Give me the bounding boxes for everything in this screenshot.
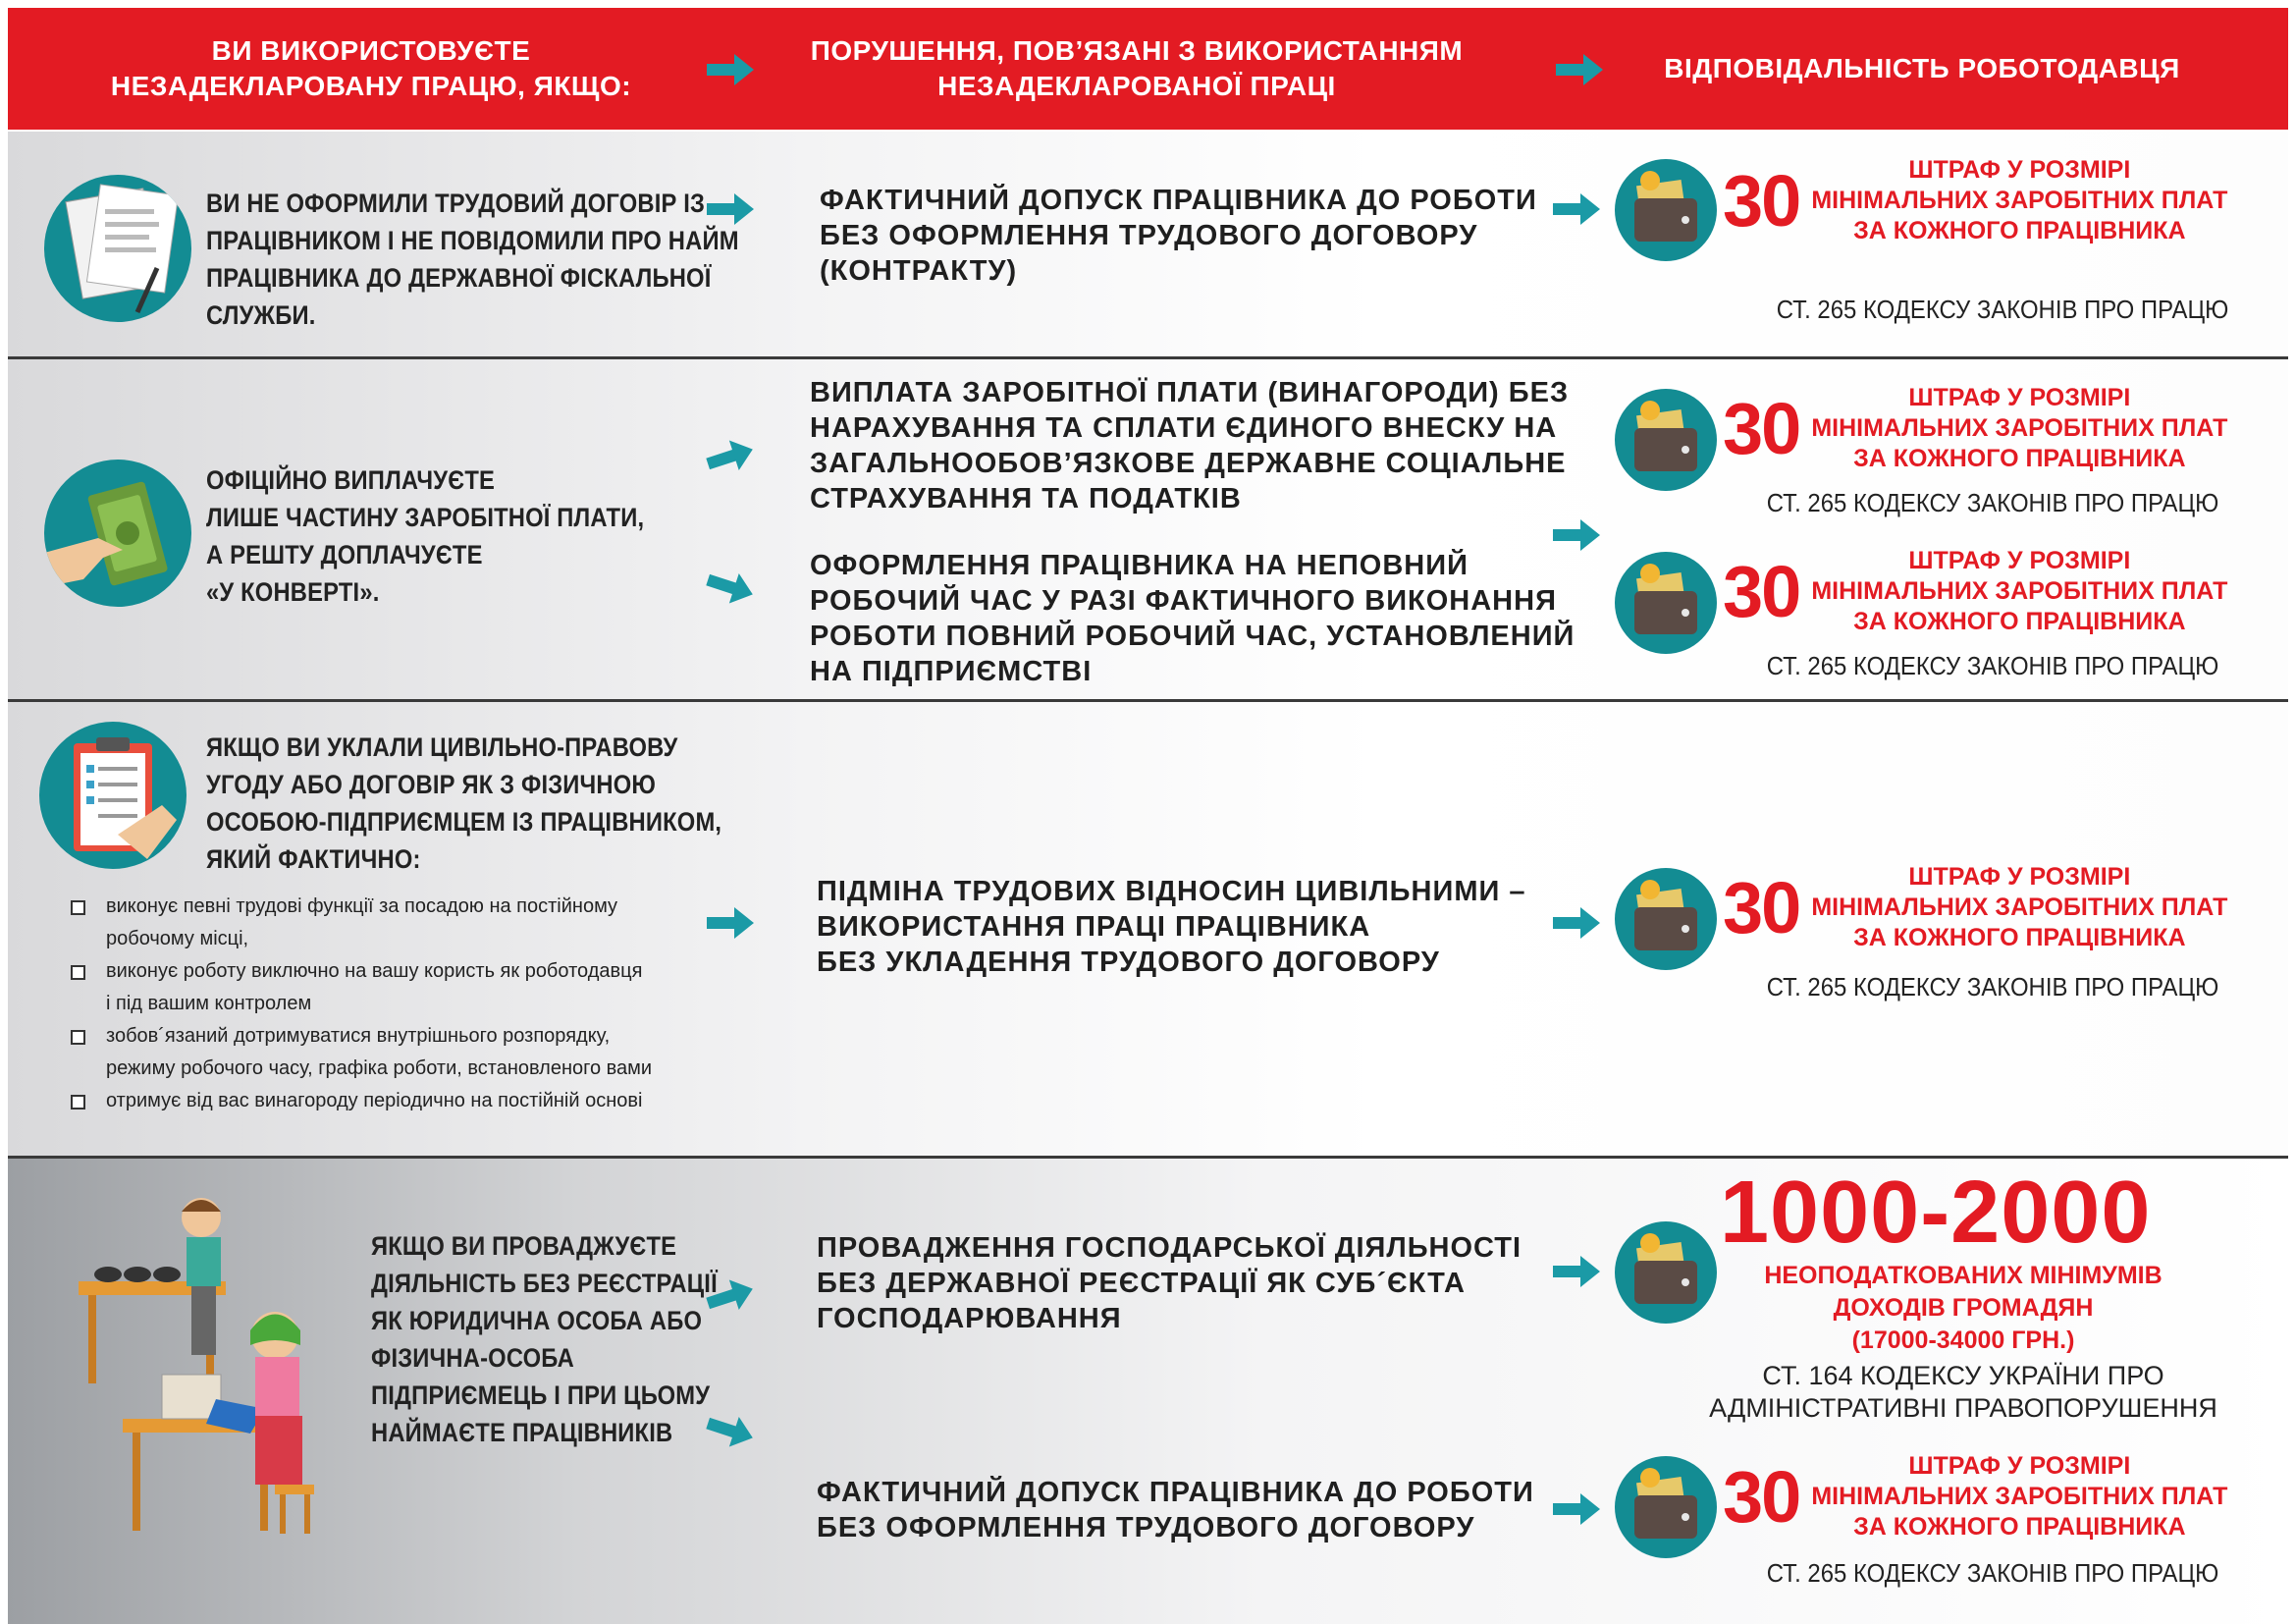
- row1-condition: [206, 185, 739, 334]
- header-col2-line1: ПОРУШЕННЯ, ПОВ’ЯЗАНІ З ВИКОРИСТАННЯМ: [810, 35, 1464, 66]
- money-hand-icon: [44, 460, 191, 607]
- fine-number: 30: [1723, 159, 1800, 242]
- arrow-right-icon: [1551, 192, 1602, 226]
- arrow-right-icon: [705, 192, 756, 226]
- condition-line: ЯКЩО ВИ УКЛАЛИ ЦИВІЛЬНО-ПРАВОВУ: [206, 732, 678, 762]
- fine-text: [1811, 155, 2227, 246]
- checklist-line: робочому місці,: [106, 928, 249, 949]
- checklist-item: [71, 1085, 652, 1117]
- condition-line: ФІЗИЧНА-ОСОБА: [371, 1343, 574, 1373]
- condition-line: ОСОБОЮ-ПІДПРИЄМЦЕМ ІЗ ПРАЦІВНИКОМ,: [206, 807, 722, 837]
- arrow-right-icon: [705, 906, 756, 940]
- big-fine-citation: [1698, 1360, 2228, 1425]
- row3-checklist: [71, 891, 652, 1117]
- header-bar: [8, 8, 2288, 130]
- header-col1-line2: НЕЗАДЕКЛАРОВАНУ ПРАЦЮ, ЯКЩО:: [110, 71, 632, 101]
- fine-line: ШТРАФ У РОЗМІРІ: [1908, 156, 2131, 184]
- row2-condition: [206, 461, 644, 611]
- fine-amount-range: 1000-2000: [1720, 1164, 2152, 1262]
- citation-line: АДМІНІСТРАТИВНІ ПРАВОПОРУШЕННЯ: [1709, 1393, 2217, 1423]
- row2-violation-b: [810, 548, 1575, 689]
- arrow-up-right-icon: [705, 1276, 756, 1316]
- fine-line: ШТРАФ У РОЗМІРІ: [1908, 384, 2131, 411]
- workers-illustration: [69, 1188, 373, 1542]
- condition-line: ОФІЦІЙНО ВИПЛАЧУЄТЕ: [206, 465, 496, 495]
- fine-text: [1811, 1451, 2227, 1543]
- violation-line: РОБОЧИЙ ЧАС У РАЗІ ФАКТИЧНОГО ВИКОНАННЯ: [810, 585, 1557, 617]
- violation-line: СТРАХУВАННЯ ТА ПОДАТКІВ: [810, 483, 1242, 514]
- fine-number: 30: [1723, 1455, 1800, 1538]
- checklist-line: виконує роботу виключно на вашу користь як роботодавця: [106, 960, 643, 982]
- violation-line: НАРАХУВАННЯ ТА СПЛАТИ ЄДИНОГО ВНЕСКУ НА: [810, 412, 1558, 444]
- fine-30-block: [1723, 155, 2227, 246]
- fine-line: МІНІМАЛЬНИХ ЗАРОБІТНИХ ПЛАТ: [1811, 893, 2228, 921]
- condition-line: НАЙМАЄТЕ ПРАЦІВНИКІВ: [371, 1418, 673, 1447]
- condition-line: УГОДУ АБО ДОГОВІР ЯК З ФІЗИЧНОЮ: [206, 770, 657, 799]
- fine-citation: СТ. 265 КОДЕКСУ ЗАКОНІВ ПРО ПРАЦЮ: [1766, 651, 2219, 680]
- condition-line: ДІЯЛЬНІСТЬ БЕЗ РЕЄСТРАЦІЇ: [371, 1269, 718, 1298]
- row4-violation-a: [817, 1230, 1522, 1336]
- condition-line: ВИ НЕ ОФОРМИЛИ ТРУДОВИЙ ДОГОВІР ІЗ: [206, 189, 706, 218]
- violation-line: ФАКТИЧНИЙ ДОПУСК ПРАЦІВНИКА ДО РОБОТИ: [817, 1477, 1534, 1508]
- wallet-icon: [1615, 552, 1717, 654]
- condition-line: ЛИШЕ ЧАСТИНУ ЗАРОБІТНОЇ ПЛАТИ,: [206, 503, 645, 532]
- row4-condition: [371, 1227, 718, 1451]
- violation-line: ГОСПОДАРЮВАННЯ: [817, 1303, 1122, 1334]
- checklist-line: виконує певні трудові функції за посадою на постійному: [106, 895, 618, 917]
- fine-citation: СТ. 265 КОДЕКСУ ЗАКОНІВ ПРО ПРАЦЮ: [1766, 488, 2219, 517]
- checklist-item: [71, 1020, 652, 1085]
- contract-documents-icon: [44, 175, 191, 322]
- arrow-up-right-icon: [705, 437, 756, 476]
- violation-line: ПІДМІНА ТРУДОВИХ ВІДНОСИН ЦИВІЛЬНИМИ –: [817, 876, 1526, 907]
- header-col1-line1: ВИ ВИКОРИСТОВУЄТЕ: [211, 35, 531, 66]
- fine-line: МІНІМАЛЬНИХ ЗАРОБІТНИХ ПЛАТ: [1811, 187, 2228, 214]
- checkbox-icon: [71, 1095, 85, 1110]
- condition-line: ЯКЩО ВИ ПРОВАДЖУЄТЕ: [371, 1231, 677, 1261]
- header-col-violations: [783, 8, 1490, 130]
- violation-line: БЕЗ УКЛАДЕННЯ ТРУДОВОГО ДОГОВОРУ: [817, 947, 1440, 978]
- fine-line: ШТРАФ У РОЗМІРІ: [1908, 863, 2131, 891]
- citation-line: СТ. 164 КОДЕКСУ УКРАЇНИ ПРО: [1762, 1361, 2164, 1390]
- arrow-right-icon: [705, 53, 756, 86]
- violation-line: РОБОТИ ПОВНИЙ РОБОЧИЙ ЧАС, УСТАНОВЛЕНИЙ: [810, 621, 1575, 652]
- fine-number: 30: [1723, 550, 1800, 632]
- fine-line: МІНІМАЛЬНИХ ЗАРОБІТНИХ ПЛАТ: [1811, 1483, 2228, 1510]
- violation-line: ЗАГАЛЬНООБОВ’ЯЗКОВЕ ДЕРЖАВНЕ СОЦІАЛЬНЕ: [810, 448, 1567, 479]
- clipboard-checklist-icon: [39, 722, 187, 869]
- condition-line: А РЕШТУ ДОПЛАЧУЄТЕ: [206, 540, 483, 569]
- row1-violation: [820, 183, 1537, 289]
- violation-line: ВИКОРИСТАННЯ ПРАЦІ ПРАЦІВНИКА: [817, 911, 1371, 943]
- fine-text: [1811, 862, 2227, 953]
- fine-line: ЗА КОЖНОГО ПРАЦІВНИКА: [1853, 1513, 2186, 1541]
- arrow-down-right-icon: [705, 1411, 756, 1450]
- arrow-down-right-icon: [705, 568, 756, 607]
- fine-30-block: [1723, 383, 2227, 474]
- fine-line: ДОХОДІВ ГРОМАДЯН: [1833, 1294, 2094, 1322]
- fine-line: ЗА КОЖНОГО ПРАЦІВНИКА: [1853, 445, 2186, 472]
- fine-30-block: [1723, 1451, 2227, 1543]
- wallet-icon: [1615, 1456, 1717, 1558]
- checkbox-icon: [71, 900, 85, 915]
- condition-line: ЯК ЮРИДИЧНА ОСОБА АБО: [371, 1306, 703, 1335]
- condition-line: ПІДПРИЄМЕЦЬ І ПРИ ЦЬОМУ: [371, 1380, 711, 1410]
- fine-text: [1811, 383, 2227, 474]
- checklist-line: зобов´язаний дотримуватися внутрішнього розпорядку,: [106, 1025, 611, 1047]
- fine-line: МІНІМАЛЬНИХ ЗАРОБІТНИХ ПЛАТ: [1811, 414, 2228, 442]
- condition-line: ПРАЦІВНИКОМ І НЕ ПОВІДОМИЛИ ПРО НАЙМ: [206, 226, 739, 255]
- condition-line: «У КОНВЕРТІ».: [206, 577, 380, 607]
- fine-line: ЗА КОЖНОГО ПРАЦІВНИКА: [1853, 608, 2186, 635]
- fine-citation: СТ. 265 КОДЕКСУ ЗАКОНІВ ПРО ПРАЦЮ: [1776, 295, 2229, 324]
- fine-line: ШТРАФ У РОЗМІРІ: [1908, 1452, 2131, 1480]
- fine-line: МІНІМАЛЬНИХ ЗАРОБІТНИХ ПЛАТ: [1811, 577, 2228, 605]
- violation-line: БЕЗ ДЕРЖАВНОЇ РЕЄСТРАЦІЇ ЯК СУБ´ЄКТА: [817, 1268, 1466, 1299]
- fine-number: 30: [1723, 866, 1800, 948]
- fine-line: ШТРАФ У РОЗМІРІ: [1908, 547, 2131, 574]
- condition-line: СЛУЖБИ.: [206, 300, 316, 330]
- violation-line: ОФОРМЛЕННЯ ПРАЦІВНИКА НА НЕПОВНИЙ: [810, 550, 1468, 581]
- checkbox-icon: [71, 1030, 85, 1045]
- arrow-right-icon: [1551, 906, 1602, 940]
- checkbox-icon: [71, 965, 85, 980]
- violation-line: НА ПІДПРИЄМСТВІ: [810, 656, 1093, 687]
- violation-line: БЕЗ ОФОРМЛЕННЯ ТРУДОВОГО ДОГОВОРУ: [820, 220, 1478, 251]
- wallet-icon: [1615, 1221, 1717, 1324]
- fine-line: НЕОПОДАТКОВАНИХ МІНІМУМІВ: [1764, 1262, 2163, 1289]
- wallet-icon: [1615, 389, 1717, 491]
- row4-violation-b: [817, 1475, 1534, 1545]
- fine-30-block: [1723, 546, 2227, 637]
- arrow-right-icon: [1554, 53, 1605, 86]
- fine-line: ЗА КОЖНОГО ПРАЦІВНИКА: [1853, 924, 2186, 951]
- fine-30-block: [1723, 862, 2227, 953]
- fine-citation: СТ. 265 КОДЕКСУ ЗАКОНІВ ПРО ПРАЦЮ: [1766, 1558, 2219, 1588]
- row2-violation-a: [810, 375, 1569, 516]
- checklist-line: і під вашим контролем: [106, 993, 312, 1014]
- wallet-icon: [1615, 868, 1717, 970]
- wallet-icon: [1615, 159, 1717, 261]
- fine-line: (17000-34000 ГРН.): [1851, 1326, 2075, 1354]
- checklist-line: режиму робочого часу, графіка роботи, встановленого вами: [106, 1057, 653, 1079]
- violation-line: ФАКТИЧНИЙ ДОПУСК ПРАЦІВНИКА ДО РОБОТИ: [820, 185, 1537, 216]
- header-col-responsibility: ВІДПОВІДАЛЬНІСТЬ РОБОТОДАВЦЯ: [1664, 53, 2180, 83]
- fine-number: 30: [1723, 387, 1800, 469]
- row3-violation: [817, 874, 1526, 980]
- checklist-line: отримує від вас винагороду періодично на постійній основі: [106, 1090, 643, 1111]
- fine-citation: СТ. 265 КОДЕКСУ ЗАКОНІВ ПРО ПРАЦЮ: [1766, 972, 2219, 1001]
- violation-line: (КОНТРАКТУ): [820, 255, 1018, 287]
- condition-line: ПРАЦІВНИКА ДО ДЕРЖАВНОЇ ФІСКАЛЬНОЇ: [206, 263, 712, 293]
- arrow-right-icon: [1551, 518, 1602, 552]
- header-col-conditions: [67, 8, 675, 130]
- violation-line: БЕЗ ОФОРМЛЕННЯ ТРУДОВОГО ДОГОВОРУ: [817, 1512, 1475, 1543]
- arrow-right-icon: [1551, 1492, 1602, 1526]
- checklist-item: [71, 891, 652, 955]
- condition-line: ЯКИЙ ФАКТИЧНО:: [206, 844, 421, 874]
- row3-condition: [206, 729, 721, 878]
- fine-line: ЗА КОЖНОГО ПРАЦІВНИКА: [1853, 217, 2186, 244]
- big-fine-red-text: [1723, 1260, 2204, 1357]
- fine-text: [1811, 546, 2227, 637]
- checklist-item: [71, 955, 652, 1020]
- violation-line: ВИПЛАТА ЗАРОБІТНОЇ ПЛАТИ (ВИНАГОРОДИ) БЕЗ: [810, 377, 1570, 408]
- arrow-right-icon: [1551, 1255, 1602, 1288]
- header-col2-line2: НЕЗАДЕКЛАРОВАНОЇ ПРАЦІ: [937, 71, 1336, 101]
- violation-line: ПРОВАДЖЕННЯ ГОСПОДАРСЬКОЇ ДІЯЛЬНОСТІ: [817, 1232, 1522, 1264]
